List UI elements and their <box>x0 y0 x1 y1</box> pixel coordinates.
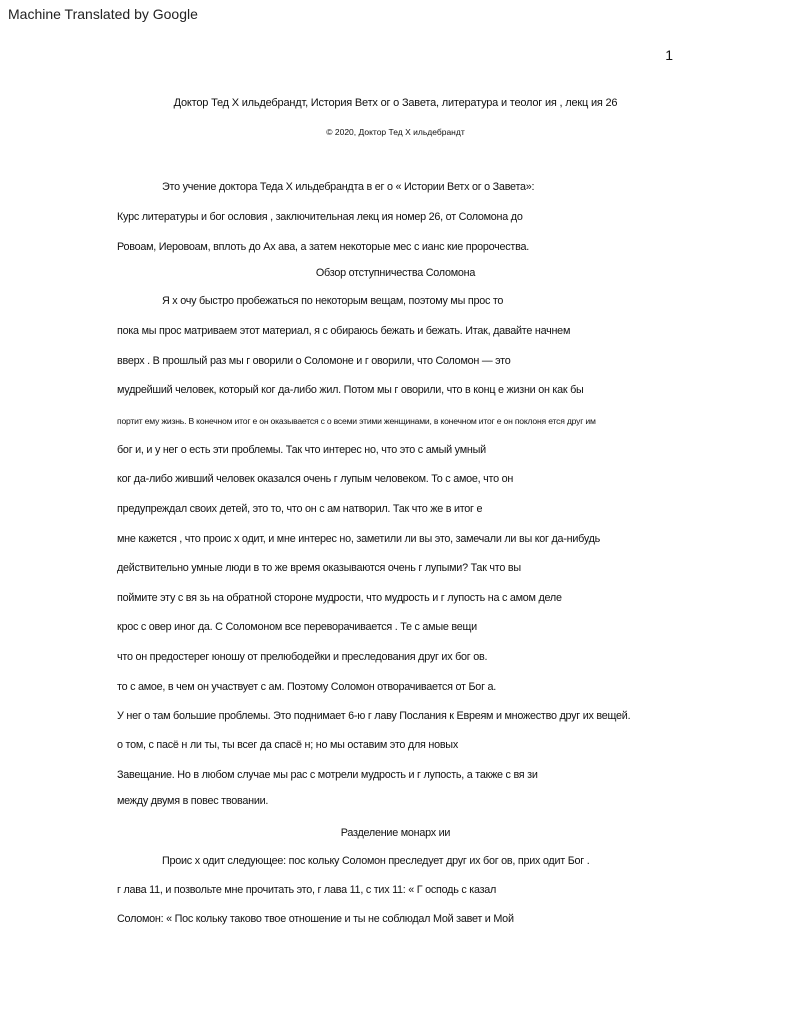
text-line: Это учение доктора Теда Х ильдебрандта в ег о « Истории Ветх ог о Завета»: <box>162 181 535 193</box>
text-line: Соломон: « Пос кольку таково твое отношение и ты не соблюдал Мой завет и Мой <box>117 913 514 925</box>
text-line: предупреждал своих детей, это то, что он с ам натворил. Так что же в итог е <box>117 503 483 515</box>
text-line: бог и, и у нег о есть эти проблемы. Так что интерес но, что это с амый умный <box>117 444 486 456</box>
section-heading-apostasy: Обзор отступничества Соломона <box>315 267 476 279</box>
text-line: мне кажется , что проис х одит, и мне интерес но, заметили ли вы это, замечали ли вы ког да-нибудь <box>117 533 601 545</box>
text-line: г лава 11, и позвольте мне прочитать это, г лава 11, с тих 11: « Г осподь с казал <box>117 884 497 896</box>
text-line: крос с овер иног да. С Соломоном все переворачивается . Те с амые вещи <box>117 621 477 633</box>
text-line: портит ему жизнь. В конечном итог е он оказывается с о всеми этими женщинами, в конечном итог е он поклоня ется друг им <box>117 416 596 426</box>
document-title: Доктор Тед Х ильдебрандт, История Ветх ог о Завета, литература и теолог ия , лекц ия 26 <box>173 97 618 109</box>
text-line: У нег о там большие проблемы. Это поднимает 6-ю г лаву Послания к Евреям и множество друг их вещей. <box>117 710 631 722</box>
text-line: ког да-либо живший человек оказался очень г лупым человеком. То с амое, что он <box>117 473 514 485</box>
copyright-notice: © 2020, Доктор Тед Х ильдебрандт <box>326 127 465 137</box>
text-line: пока мы прос матриваем этот материал, я с обираюсь бежать и бежать. Итак, давайте начнем <box>117 325 571 337</box>
text-line: мудрейший человек, который ког да-либо жил. Потом мы г оворили, что в конц е жизни он как бы <box>117 384 584 396</box>
text-line: о том, с пасё н ли ты, ты всег да спасё н; но мы оставим это для новых <box>117 739 458 751</box>
text-line: поймите эту с вя зь на обратной стороне мудрости, что мудрость и г лупость на с амом деле <box>117 592 562 604</box>
text-line: то с амое, в чем он участвует с ам. Поэтому Соломон отворачивается от Бог а. <box>117 681 497 693</box>
text-line: вверх . В прошлый раз мы г оворили о Соломоне и г оворили, что Соломон — это <box>117 355 511 367</box>
text-line: Я х очу быстро пробежаться по некоторым вещам, поэтому мы прос то <box>162 295 504 307</box>
text-line: действительно умные люди в то же время оказываются очень г лупыми? Так что вы <box>117 562 521 574</box>
text-line: между двумя в повес твовании. <box>117 795 269 807</box>
text-line: Ровоам, Иеровоам, вплоть до Ах ава, а затем некоторые мес с ианс кие пророчества. <box>117 241 529 253</box>
text-line: Завещание. Но в любом случае мы рас с мотрели мудрость и г лупость, а также с вя зи <box>117 769 538 781</box>
section-heading-monarchy-division: Разделение монарх ии <box>340 827 451 839</box>
text-line: Курс литературы и бог ословия , заключительная лекц ия номер 26, от Соломона до <box>117 211 523 223</box>
page-number: 1 <box>665 47 673 63</box>
machine-translation-banner: Machine Translated by Google <box>8 6 198 22</box>
text-line: что он предостерег юношу от прелюбодейки и преследования друг их бог ов. <box>117 651 488 663</box>
text-line: Проис х одит следующее: пос кольку Соломон преследует друг их бог ов, прих одит Бог . <box>162 855 590 867</box>
